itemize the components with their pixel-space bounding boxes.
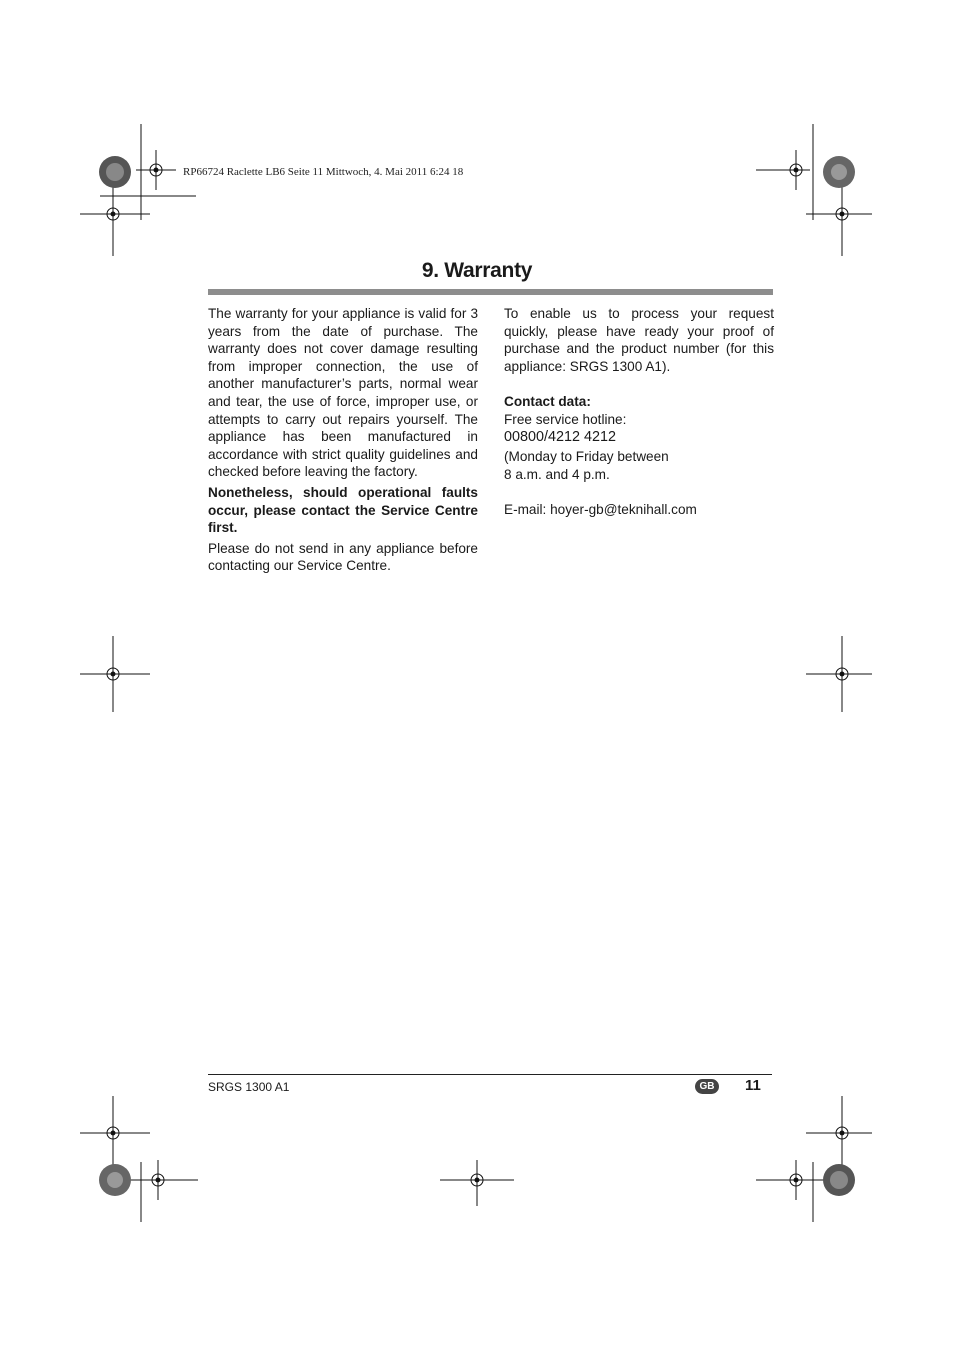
hours-line-1: (Monday to Friday between — [504, 449, 669, 465]
right-column — [504, 305, 774, 519]
footer-model: SRGS 1300 A1 — [208, 1080, 290, 1094]
page-number: 11 — [745, 1077, 761, 1094]
shipping-notice: Please do not send in any appliance before contacting our Service Centre. — [208, 540, 478, 574]
left-column — [208, 305, 478, 575]
section-heading: 9. Warranty — [421, 259, 533, 282]
print-slug: RP66724 Raclette LB6 Seite 11 Mittwoch, 4. Mai 2011 6:24 18 — [183, 166, 464, 178]
email-line: E-mail: hoyer-gb@teknihall.com — [504, 502, 697, 518]
country-badge: GB — [695, 1079, 719, 1094]
warranty-paragraph: The warranty for your appliance is valid for 3 years from the date of purchase. The warranty does not cover damage resulting from improper connection, the use of another manufacturer’s parts, normal wear and tear, the use of force, improper use, or attempts to carry out repairs yourself. The appliance has been manufactured in accordance with strict quality guidelines and checked before leaving the factory. — [208, 306, 478, 480]
footer-rule — [208, 1074, 772, 1075]
request-paragraph: To enable us to process your request quickly, please have ready your proof of purchase and the product number (for this appliance: SRGS 1300 A1). — [504, 306, 774, 374]
hotline-number: 00800/4212 4212 — [504, 428, 617, 445]
hours-line-2: 8 a.m. and 4 p.m. — [504, 466, 610, 482]
heading-rule — [208, 289, 773, 295]
contact-heading: Contact data: — [504, 394, 591, 410]
service-notice-bold: Nonetheless, should operational faults occur, please contact the Service Centre first. — [208, 484, 478, 536]
hotline-label: Free service hotline: — [504, 411, 627, 427]
